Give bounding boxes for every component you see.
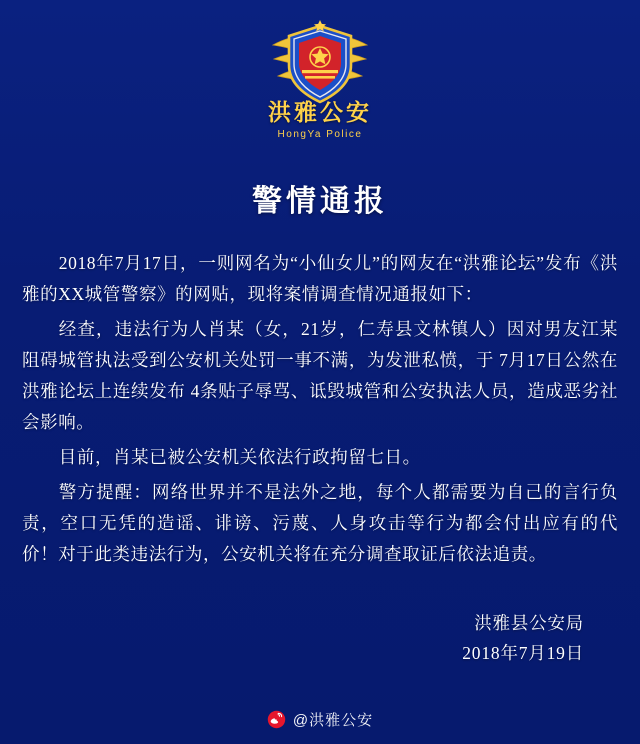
emblem-org-cn: 洪雅公安: [268, 100, 372, 125]
signature-block: [0, 608, 584, 668]
emblem-area: [0, 0, 640, 146]
paragraph: 目前，肖某已被公安机关依法行政拘留七日。: [58, 447, 421, 467]
emblem-text: [250, 94, 390, 140]
signature-date: 2018年7月19日: [462, 643, 584, 663]
police-emblem: [250, 18, 390, 146]
paragraph: 2018年7月17日，一则网名为“小仙女儿”的网友在“洪雅论坛”发布《洪雅的XX城管警察》的网贴，现将案情调查情况通报如下：: [22, 253, 618, 304]
notice-body: [22, 248, 618, 570]
footer-watermark: [0, 709, 640, 730]
weibo-icon: [267, 710, 286, 729]
paragraph: 经查，违法行为人肖某（女，21岁，仁寿县文林镇人）因对男友江某阻碍城管执法受到公安机关处罚一事不满，为发泄私愤，于 7月17日公然在洪雅论坛上连续发布 4条贴子辱骂、诋毁城管和公安执法人员，造成恶劣社会影响。: [22, 319, 618, 432]
signature-org: 洪雅县公安局: [474, 613, 584, 633]
emblem-org-en: HongYa Police: [277, 129, 363, 140]
paragraph: 警方提醒：网络世界并不是法外之地，每个人都需要为自己的言行负责，空口无凭的造谣、诽谤、污蔑、人身攻击等行为都会付出应有的代价！对于此类违法行为，公安机关将在充分调查取证后依法追责。: [22, 482, 618, 564]
footer-label: @洪雅公安: [292, 712, 374, 729]
page-title: 警情通报: [252, 185, 388, 218]
